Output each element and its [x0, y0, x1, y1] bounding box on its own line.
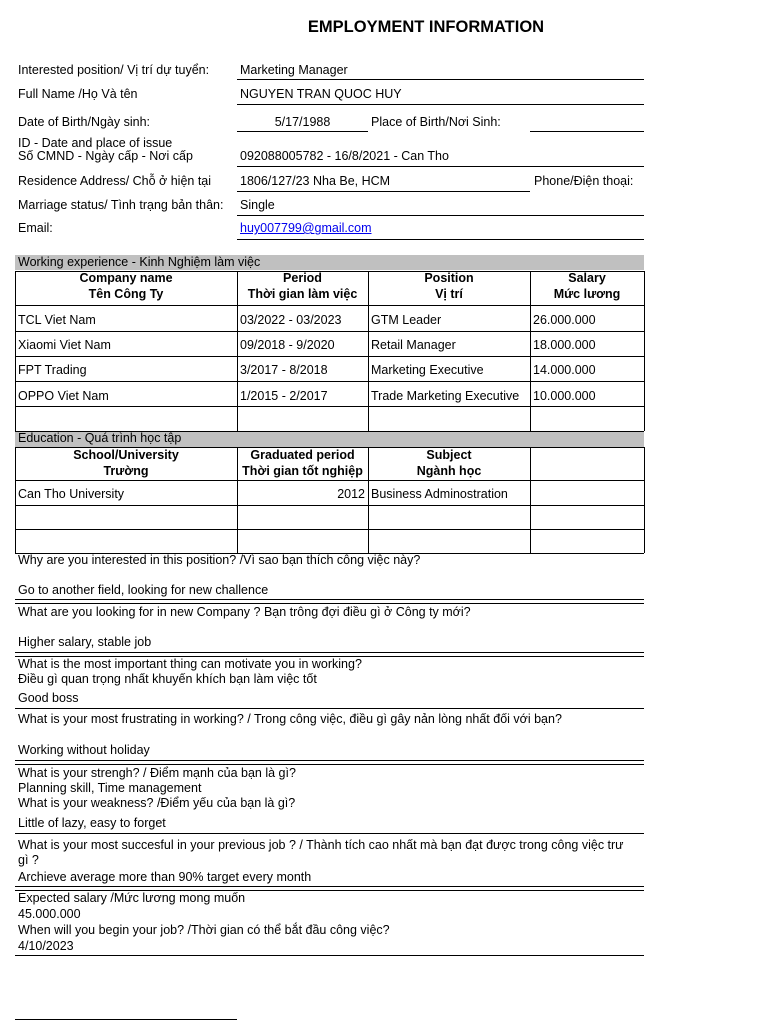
address-underline	[237, 191, 530, 192]
answer-2: Higher salary, stable job	[18, 635, 152, 649]
divider	[15, 603, 644, 604]
marriage-label: Marriage status/ Tình trạng bản thân:	[18, 198, 224, 212]
divider	[15, 760, 644, 761]
dob-label: Date of Birth/Ngày sinh:	[18, 115, 151, 129]
question-8: Expected salary /Mức lương mong muốn	[18, 891, 246, 905]
question-7-line2: gì ?	[18, 853, 39, 867]
table-cell: 03/2022 - 03/2023	[240, 313, 342, 327]
table-cell: FPT Trading	[18, 363, 87, 377]
table-cell: 26.000.000	[533, 313, 596, 327]
answer-7: Archieve average more than 90% target every month	[18, 870, 312, 884]
table-cell: Can Tho University	[18, 487, 125, 501]
answer-8: 45.000.000	[18, 907, 81, 921]
table-cell: 1/2015 - 2/2017	[240, 389, 328, 403]
divider	[15, 599, 644, 600]
exp-header-company: Company name Tên Công Ty	[79, 271, 173, 301]
table-cell: 2012	[337, 487, 365, 501]
email-link[interactable]: huy007799@gmail.com	[240, 221, 372, 235]
table-cell: 18.000.000	[533, 338, 596, 352]
address-label: Residence Address/ Chỗ ở hiện tại	[18, 174, 212, 188]
name-value: NGUYEN TRAN QUOC HUY	[240, 87, 402, 101]
marriage-value: Single	[240, 198, 275, 212]
question-3-line1: What is the most important thing can motivate you in working?	[18, 657, 362, 671]
answer-1: Go to another field, looking for new challence	[18, 583, 269, 597]
position-underline	[237, 79, 644, 80]
exp-header-period: Period Thời gian làm việc	[247, 271, 358, 301]
question-4: What is your most frustrating in working? / Trong công việc, điều gì gây nản lòng nhất đối với bạn?	[18, 712, 562, 726]
page-title: EMPLOYMENT INFORMATION	[307, 18, 545, 36]
table-cell: Marketing Executive	[371, 363, 484, 377]
id-value: 092088005782 - 16/8/2021 - Can Tho	[240, 149, 449, 163]
name-label: Full Name /Họ Và tên	[18, 87, 138, 101]
answer-4: Working without holiday	[18, 743, 150, 757]
dob-underline	[237, 131, 368, 132]
table-cell: Trade Marketing Executive	[371, 389, 520, 403]
answer-6: Little of lazy, easy to forget	[18, 816, 166, 830]
table-cell: Xiaomi Viet Nam	[18, 338, 111, 352]
answer-5: Planning skill, Time management	[18, 781, 202, 795]
question-9: When will you begin your job? /Thời gian có thể bắt đầu công việc?	[18, 923, 390, 937]
table-cell: 09/2018 - 9/2020	[240, 338, 335, 352]
position-label: Interested position/ Vị trí dự tuyển:	[18, 63, 210, 77]
exp-header-salary: Salary Mức lương	[553, 271, 621, 301]
divider	[15, 833, 644, 834]
answer-9: 4/10/2023	[18, 939, 74, 953]
pob-label: Place of Birth/Nơi Sinh:	[371, 115, 501, 129]
table-cell: TCL Viet Nam	[18, 313, 96, 327]
name-underline	[237, 104, 644, 105]
table-cell: OPPO Viet Nam	[18, 389, 109, 403]
question-7-line1: What is your most succesful in your previous job ? / Thành tích cao nhất mà bạn đạt được trong công việc trư	[18, 838, 624, 852]
answer-3: Good boss	[18, 691, 79, 705]
table-cell: Retail Manager	[371, 338, 456, 352]
table-cell: 3/2017 - 8/2018	[240, 363, 328, 377]
signature-line	[15, 1019, 237, 1020]
question-2: What are you looking for in new Company ? Bạn trông đợi điều gì ở Công ty mới?	[18, 605, 471, 619]
education-section-title: Education - Quá trình học tập	[18, 431, 182, 445]
position-value: Marketing Manager	[240, 63, 348, 77]
exp-header-position: Position Vị trí	[424, 271, 474, 301]
question-5: What is your strengh? / Điểm mạnh của bạn là gì?	[18, 766, 296, 780]
edu-header-graduated: Graduated period Thời gian tốt nghiệp	[242, 448, 363, 478]
divider	[15, 708, 644, 709]
pob-underline	[530, 131, 644, 132]
table-cell: 14.000.000	[533, 363, 596, 377]
divider	[15, 886, 644, 887]
marriage-underline	[237, 215, 644, 216]
divider	[15, 764, 644, 765]
question-1: Why are you interested in this position? /Vì sao bạn thích công việc này?	[18, 553, 421, 567]
id-label-line1: ID - Date and place of issue	[18, 136, 173, 150]
table-cell: 10.000.000	[533, 389, 596, 403]
question-6: What is your weakness? /Điểm yếu của bạn là gì?	[18, 796, 296, 810]
divider	[15, 652, 644, 653]
dob-value: 5/17/1988	[274, 115, 331, 129]
table-cell: GTM Leader	[371, 313, 442, 327]
address-value: 1806/127/23 Nha Be, HCM	[240, 174, 391, 188]
divider	[15, 955, 644, 956]
edu-header-school: School/University Trường	[73, 448, 179, 478]
question-3-line2: Điều gì quan trọng nhất khuyến khích bạn làm việc tốt	[18, 672, 317, 686]
id-label-line2: Số CMND - Ngày cấp - Nơi cấp	[18, 149, 193, 163]
id-underline	[237, 166, 644, 167]
experience-section-title: Working experience - Kinh Nghiệm làm việc	[18, 255, 261, 269]
phone-label: Phone/Điện thoại:	[534, 174, 634, 188]
email-underline	[237, 239, 644, 240]
table-cell: Business Adminostration	[371, 487, 508, 501]
email-label: Email:	[18, 221, 53, 235]
edu-header-subject: Subject Ngành học	[416, 448, 482, 478]
